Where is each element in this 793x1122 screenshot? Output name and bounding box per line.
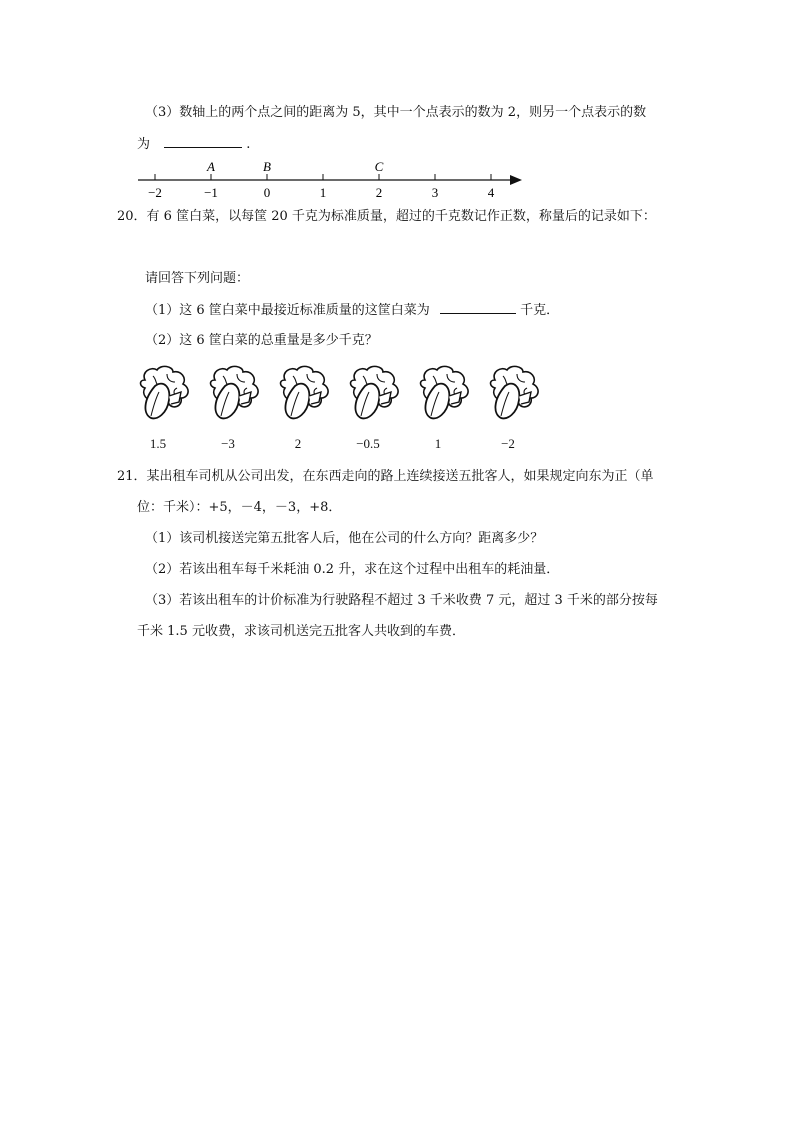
cabbage-record-value: 1.5 (149, 436, 167, 451)
number-line-tick-label: 0 (263, 185, 271, 200)
cabbage-icon (343, 362, 405, 428)
number-line-tick-label: 2 (375, 185, 383, 200)
q21-part2: （2）若该出租车每千米耗油 0.2 升，求在这个过程中出租车的耗油量． (145, 562, 560, 577)
q20-part1-suffix: 千克． (520, 303, 560, 318)
cabbage-icon (203, 362, 265, 428)
cabbage-record-value: −0.5 (356, 436, 380, 451)
q19-part3-prefix: 为 (137, 137, 151, 152)
cabbage-record-value: −3 (221, 436, 235, 451)
cabbage-record-value: −2 (501, 436, 515, 451)
cabbage-record-value: 2 (294, 436, 302, 451)
cabbage-icon (483, 362, 545, 428)
q21-part3-line1: （3）若该出租车的计价标准为行驶路程不超过 3 千米收费 7 元，超过 3 千米的部分按每 (145, 593, 658, 608)
q21-part3-line2: 千米 1.5 元收费，求该司机送完五批客人共收到的车费． (137, 624, 465, 639)
q20-part2: （2）这 6 筐白菜的总重量是多少千克？ (145, 333, 378, 348)
number-line-point-label: A (207, 159, 215, 174)
number-line-tick-label: 3 (431, 185, 439, 200)
cabbage-icon (273, 362, 335, 428)
number-line-tick-label: 1 (319, 185, 327, 200)
q19-part3-line1: （3）数轴上的两个点之间的距离为 5，其中一个点表示的数为 2，则另一个点表示的数 (145, 105, 647, 120)
number-line (130, 152, 530, 202)
number-line-tick-label: 4 (487, 185, 495, 200)
q20-part1 (145, 301, 559, 320)
q19-part3-suffix: . (246, 137, 251, 152)
cabbage-icon (413, 362, 475, 428)
number-line-tick-label: −2 (148, 185, 162, 200)
q20-stem: 20．有 6 筐白菜，以每筐 20 千克为标准质量，超过的千克数记作正数，称量后的记录如下： (117, 209, 656, 224)
cabbage-icon (133, 362, 195, 428)
q20-prompt: 请回答下列问题： (145, 271, 250, 286)
number-line-point-label: B (263, 159, 271, 174)
q20-answer-blank (440, 301, 516, 314)
q21-stem-line1: 21．某出租车司机从公司出发，在东西走向的路上连续接送五批客人，如果规定向东为正（单 (117, 469, 654, 484)
cabbage-record-value: 1 (434, 436, 442, 451)
q21-part1: （1）该司机接送完第五批客人后，他在公司的什么方向？距离多少？ (145, 531, 544, 546)
arrow-right-icon (510, 175, 522, 185)
q21-stem-line2: 位：千米）：+5，－4，－3，+8． (137, 500, 342, 515)
q19-answer-blank (164, 135, 242, 148)
q20-part1-prefix: （1）这 6 筐白菜中最接近标准质量的这筐白菜为 (145, 303, 430, 318)
number-line-point-label: C (374, 159, 384, 174)
number-line-tick-label: −1 (204, 185, 218, 200)
